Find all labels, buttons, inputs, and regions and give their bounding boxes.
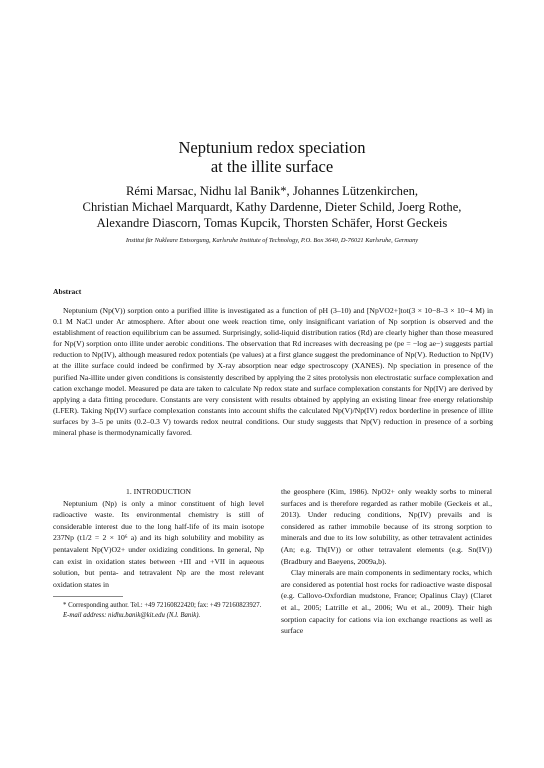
section-heading-introduction: 1. INTRODUCTION — [126, 487, 191, 496]
authors-line-3: Alexandre Diascorn, Tomas Kupcik, Thorsten Schäfer, Horst Geckeis — [96, 216, 448, 230]
authors-line-1: Rémi Marsac, Nidhu lal Banik*, Johannes Lützenkirchen, — [125, 184, 419, 198]
left-column — [53, 486, 264, 590]
intro-paragraph-1: Neptunium (Np) is only a minor constituent of high level radioactive waste. Its environmental chemistry is still of considerable interest due to the long half-life of its main isotope 237Np (t1/2 = 2 × 10⁶ a) and its high solubility and mobility as pentavalent Np(V)O2+ under oxidizing conditions. In general, Np can exist in oxidation states between +III and +VII in aqueous solution, but penta- and tetravalent Np are the most relevant oxidation states in — [53, 498, 264, 589]
footnote-rule — [53, 596, 123, 597]
author-list — [40, 183, 504, 231]
authors-line-2: Christian Michael Marquardt, Kathy Dardenne, Dieter Schild, Joerg Rothe, — [82, 200, 462, 214]
footnote-corresponding-author: * Corresponding author. Tel.: +49 72160822420; fax: +49 72160823927. — [63, 602, 262, 609]
abstract-heading: Abstract — [53, 287, 82, 296]
footnote-email: E-mail address: nidhu.banik@kit.edu (N.l. Banik). — [63, 612, 201, 619]
affiliation: Institut für Nukleare Entsorgung, Karlsruhe Institute of Technology, P.O. Box 3640, D-76021 Karlsruhe, Germany — [125, 237, 419, 244]
footnote — [53, 601, 264, 621]
abstract — [53, 305, 493, 438]
right-paragraph-2: Clay minerals are main components in sedimentary rocks, which are considered as potential host rocks for radioactive waste disposal (e.g. Callovo-Oxfordian mudstone, France; Opalinus Clay) (Claret et al., 2005; Latrille et al., 2006; Wu et al., 2009). Their high sorption capacity for cations via ion exchange reactions as well as surface — [281, 568, 492, 636]
paper-title — [0, 138, 544, 176]
right-paragraph-1: the geosphere (Kim, 1986). NpO2+ only weakly sorbs to mineral surfaces and is therefore regarded as rather mobile (Geckeis et al., 2013). Under reducing conditions, Np(IV) prevails and is considered as rather immobile because of its strong sorption to minerals and due to its low solubility, as other tetravalent actinides (An; e.g. Th(IV)) or other tetravalent elements (e.g. Sn(IV)) (Bradbury and Baeyens, 2009a,b). — [281, 487, 492, 566]
abstract-text: Neptunium (Np(V)) sorption onto a purified illite is investigated as a function of pH (3–10) and [NpVO2+]tot(3 × 10−8–3 × 10−4 M) in 0.1 M NaCl under Ar atmosphere. After about one week reaction time, only insignificant variation of Np sorption is observed and the establishment of reaction equilibrium can be assumed. Surprisingly, solid-liquid distribution ratios (Rd) are clearly higher than those measured for Np(V) sorption onto illite under aerobic conditions. The observation that Rd increases with decreasing pe (pe = −log ae−) suggests partial reduction to Np(IV), although measured redox potentials (pe values) at a first glance suggest the predominance of Np(V). Reduction to Np(IV) at the illite surface could indeed be confirmed by X-ray absorption near edge spectroscopy (XANES). Np speciation in presence of the purified Na-illite under given conditions is consistently described by applying the 2 sites protolysis non electrostatic surface complexation and cation exchange model. Measured pe data are taken to calculate Np redox state and surface complexation constants for Np(IV) are derived by applying a data fitting procedure. Constants are very consistent with results obtained by applying an existing linear free energy relationship (LFER). Taking Np(IV) surface complexation constants into account shifts the calculated Np(V)/Np(IV) redox borderline in presence of illite surfaces by 3–5 pe units (0.2–0.3 V) towards redox neutral conditions. Our study suggests that Np(V) reduction in presence of a sorbing mineral phase is thermodynamically favored. — [53, 306, 493, 438]
title-line-2: at the illite surface — [210, 157, 334, 176]
right-column — [281, 486, 492, 637]
title-line-1: Neptunium redox speciation — [178, 138, 366, 157]
